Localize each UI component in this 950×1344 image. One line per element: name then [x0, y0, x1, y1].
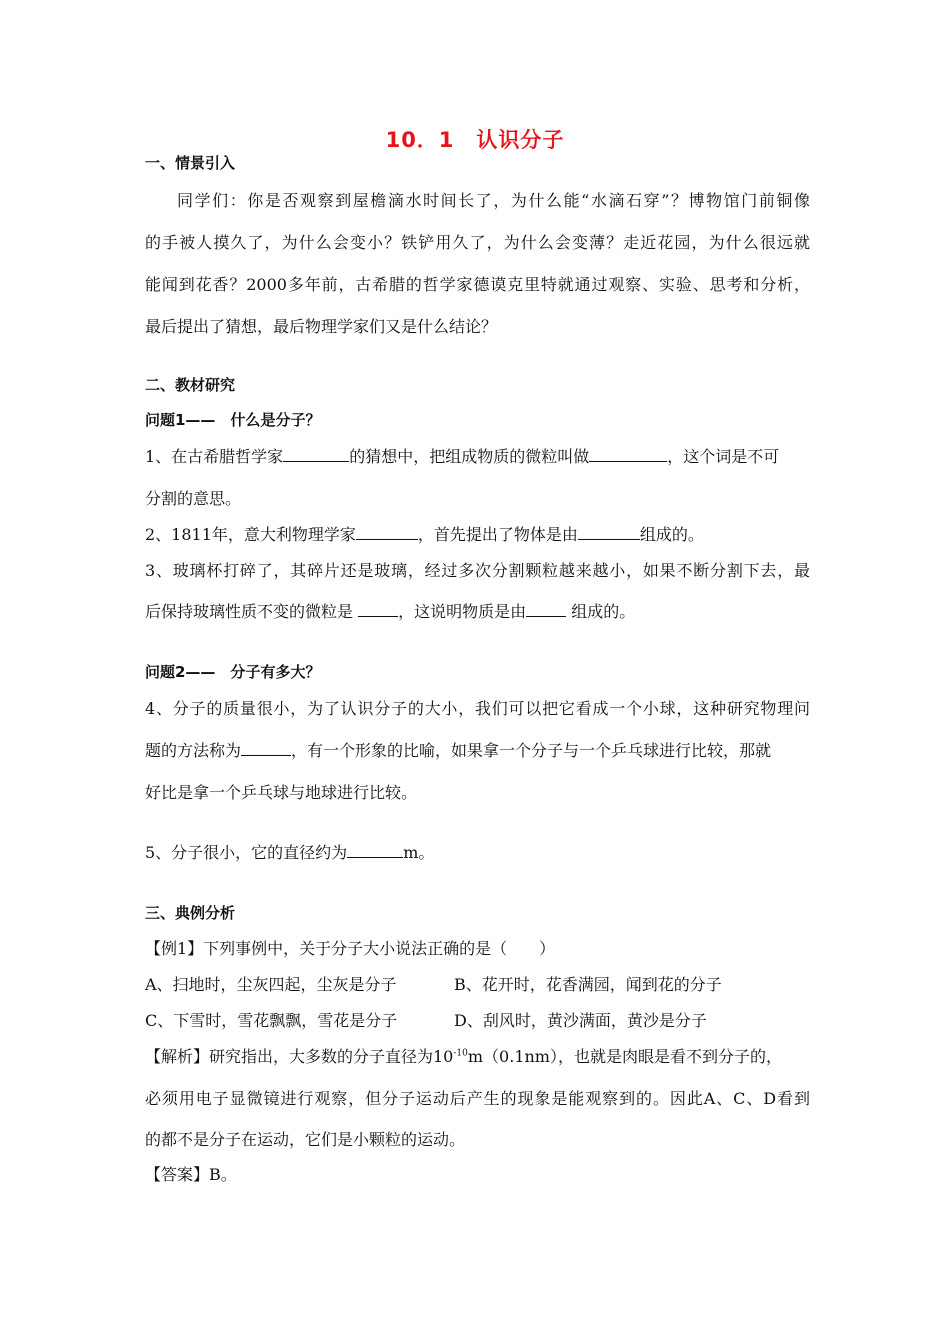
item-1-text-b: 的猜想中，把组成物质的微粒叫做: [349, 447, 590, 466]
option-a: A、扫地时，尘灰四起，尘灰是分子: [145, 975, 397, 994]
intro-line-3: 能闻到花香？2000多年前，古希腊的哲学家德谟克里特就通过观察、实验、思考和分析，: [145, 275, 810, 294]
item-4-text-c: ，有一个形象的比喻，如果拿一个分子与一个乒乓球进行比较，那就: [291, 741, 772, 760]
intro-line-1: 同学们：你是否观察到屋檐滴水时间长了，为什么能“水滴石穿”？博物馆门前铜像: [177, 191, 810, 210]
item-4-line-2: [145, 738, 810, 761]
intro-line-2: 的手被人摸久了，为什么会变小？铁铲用久了，为什么会变薄？走近花园，为什么很远就: [145, 233, 810, 252]
item-1-line-2: 分割的意思。: [145, 489, 242, 508]
question2-heading: 问题2—— 分子有多大？: [145, 663, 321, 681]
blank-physicist[interactable]: [356, 525, 418, 540]
item-3-line-1: 3、玻璃杯打碎了，其碎片还是玻璃，经过多次分割颗粒越来越小，如果不断分割下去，最: [145, 561, 810, 580]
question1-heading: 问题1—— 什么是分子？: [145, 411, 321, 429]
item-5-text-a: 5、分子很小，它的直径约为: [145, 843, 348, 862]
item-4-line-3: 好比是拿一个乒乓球与地球进行比较。: [145, 783, 418, 802]
blank-composed-of[interactable]: [578, 525, 640, 540]
option-d: D、刮风时，黄沙满面，黄沙是分子: [454, 1011, 707, 1030]
blank-particle-name[interactable]: [589, 447, 667, 462]
blank-glass-particle[interactable]: [358, 602, 398, 617]
item-2-text-c: 组成的。: [639, 525, 704, 544]
example-1-question: 【例1】下列事例中，关于分子大小说法正确的是（ ）: [145, 939, 556, 958]
analysis-line-3: 的都不是分子在运动，它们是小颗粒的运动。: [145, 1130, 466, 1149]
item-1-line-1: [145, 444, 810, 467]
intro-line-4: 最后提出了猜想，最后物理学家们又是什么结论？: [145, 317, 498, 336]
answer: 【答案】B。: [145, 1165, 237, 1184]
blank-philosopher[interactable]: [283, 447, 349, 462]
item-3-text-b: 后保持玻璃性质不变的微粒是: [145, 602, 359, 621]
item-1-text-c: ，这个词是不可: [667, 447, 780, 466]
item-1-text-a: 1、在古希腊哲学家: [145, 447, 284, 466]
analysis-text-a: 【解析】研究指出，大多数的分子直径为10: [145, 1047, 454, 1066]
section1-heading: 一、情景引入: [145, 154, 236, 172]
item-3-text-d: 组成的。: [566, 602, 636, 621]
page-title: 10．1 认识分子: [385, 128, 565, 152]
item-2-text-a: 2、1811年，意大利物理学家: [145, 525, 356, 544]
item-2: [145, 522, 810, 545]
item-2-text-b: ，首先提出了物体是由: [417, 525, 578, 544]
item-4-text-b: 题的方法称为: [145, 741, 242, 760]
option-c: C、下雪时，雪花飘飘，雪花是分子: [145, 1011, 398, 1030]
blank-matter-composition[interactable]: [526, 602, 566, 617]
analysis-exponent: -10: [453, 1048, 468, 1059]
item-5: [145, 840, 810, 863]
analysis-text-b: m（0.1nm），也就是肉眼是看不到分子的，: [467, 1047, 782, 1066]
analysis-line-2: 必须用电子显微镜进行观察，但分子运动后产生的现象是能观察到的。因此A、C、D看到: [145, 1089, 810, 1108]
item-5-text-b: m。: [403, 843, 435, 862]
blank-method-name[interactable]: [241, 741, 291, 756]
option-b: B、花开时，花香满园，闻到花的分子: [454, 975, 722, 994]
item-3-line-2: [145, 599, 810, 622]
item-3-text-c: ，这说明物质是由: [398, 602, 527, 621]
section3-heading: 三、典例分析: [145, 904, 236, 922]
item-4-line-1: 4、分子的质量很小，为了认识分子的大小，我们可以把它看成一个小球，这种研究物理问: [145, 699, 810, 718]
blank-diameter[interactable]: [347, 843, 403, 858]
section2-heading: 二、教材研究: [145, 376, 236, 394]
analysis-line-1: [145, 1044, 810, 1067]
